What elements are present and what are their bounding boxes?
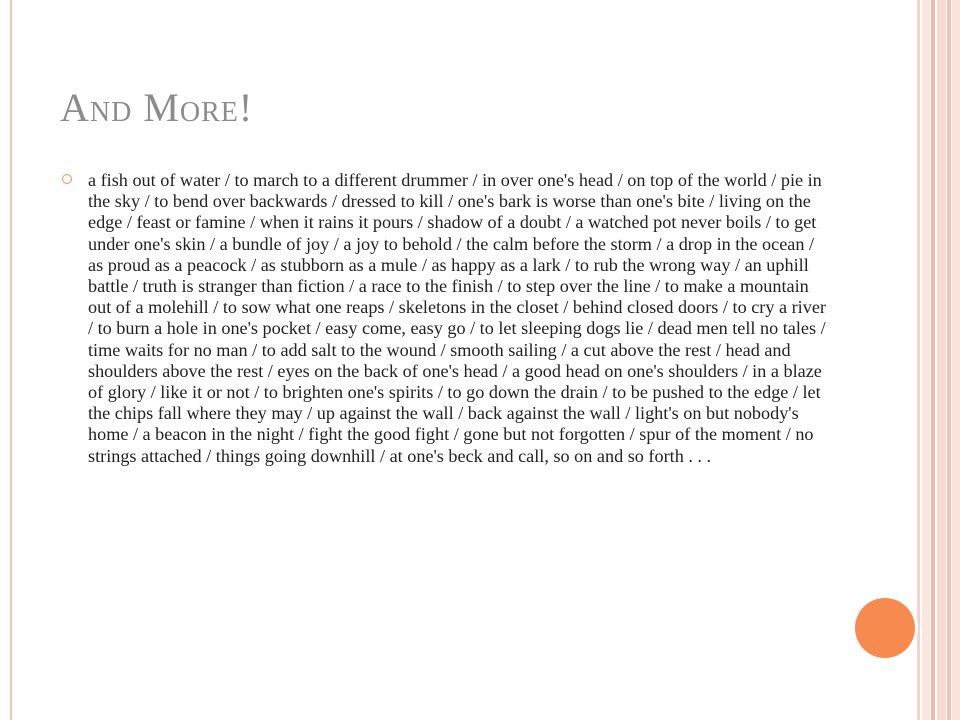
bullet-icon [62, 174, 72, 184]
decorative-stripe [917, 0, 920, 720]
bullet-text: a fish out of water / to march to a different drummer / in over one's head / on top of the world / pie in the sky / to bend over backwards / dressed to kill / one's bark is worse than one's bite / living on the edge / feast or famine / when it rains it pours / shadow of a doubt / a watched pot never boils / to get under one's skin / a bundle of joy / a joy to behold / the calm before the storm / a drop in the ocean / as proud as a peacock / as stubborn as a mule / as happy as a lark / to rub the wrong way / an uphill battle / truth is stranger than fiction / a race to the finish / to step over the line / to make a mountain out of a molehill / to sow what one reaps / skeletons in the closet / behind closed doors / to cry a river / to burn a hole in one's pocket / easy come, easy go / to let sleeping dogs lie / dead men tell no tales / time waits for no man / to add salt to the wound / smooth sailing / a cut above the rest / head and shoulders above the rest / eyes on the back of one's head / a good head on one's shoulders / in a blaze of glory / like it or not / to brighten one's spirits / to go down the drain / to be pushed to the edge / let the chips fall where they may / up against the wall / back against the wall / light's on but nobody's home / a beacon in the night / fight the good fight / gone but not forgotten / spur of the moment / no strings attached / things going downhill / at one's beck and call, so on and so forth . . . [88, 170, 826, 466]
decorative-stripe [931, 0, 935, 720]
bullet-list [62, 170, 832, 467]
accent-circle-icon [855, 598, 915, 658]
slide-title: And More! [60, 85, 254, 130]
decorative-stripe [937, 0, 946, 720]
decorative-stripe [952, 0, 960, 720]
decorative-stripe [922, 0, 930, 720]
decorative-stripe [947, 0, 951, 720]
left-border-rule [10, 0, 12, 720]
